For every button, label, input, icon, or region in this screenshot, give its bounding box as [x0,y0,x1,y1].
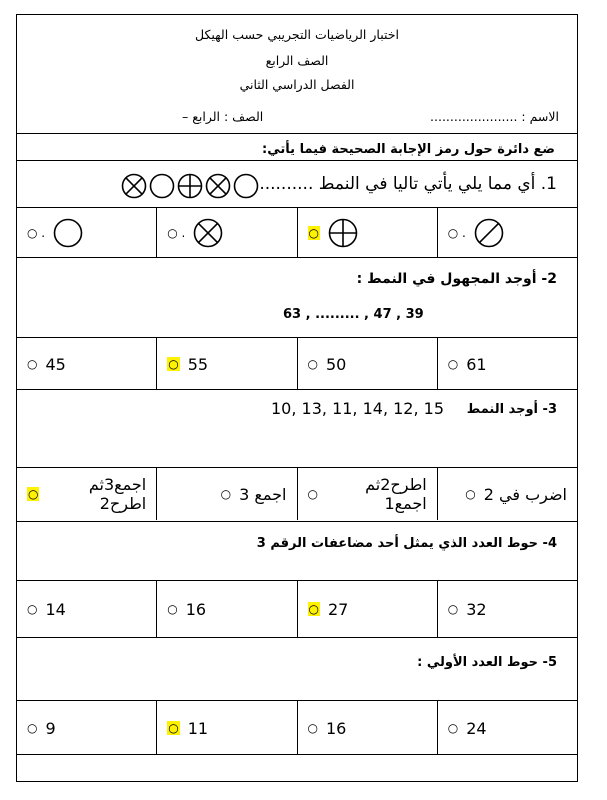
option-bullet[interactable]: ○ [27,721,38,735]
circle-icon [149,173,175,199]
question-2: 2- أوجد المجهول في النمط : [356,271,557,287]
exam-title: اختبار الرياضيات التجريبي حسب الهيكل [195,27,399,42]
q5-option[interactable] [17,701,156,755]
q4-option[interactable] [437,581,577,637]
q1-option[interactable] [17,208,156,258]
divider [17,389,577,390]
q4-option[interactable] [156,581,296,637]
q3-sequence: 10, 13, 11, 14, 12, 15 [271,399,445,418]
q3-option[interactable] [297,468,437,520]
instruction: ضع دائرة حول رمز الإجابة الصحيحة فيما يأتي: [262,142,555,157]
option-value: اجمع 3 [239,484,287,504]
q1-pattern [121,173,259,199]
option-bullet[interactable]: ○ [308,602,319,616]
option-value: 16 [185,599,207,619]
q3-option[interactable] [437,468,577,520]
divider [17,133,577,134]
divider [17,521,577,522]
circle-plus-icon [328,218,358,248]
q5-option[interactable] [156,701,296,755]
q2-option[interactable] [17,338,156,390]
q5-options [17,700,577,755]
option-value: 45 [45,354,66,374]
option-bullet[interactable]: ○ [220,487,232,501]
q2-options [17,337,577,390]
q3-options [17,467,577,520]
option-bullet[interactable]: ○ [28,487,39,501]
q3-option[interactable] [156,468,296,520]
q1-option[interactable] [156,208,296,258]
option-value: اطرح2ثم اجمع1 [365,475,427,513]
option-bullet[interactable]: ○ [307,357,318,371]
circle-icon [53,218,83,248]
q1-option[interactable] [437,208,577,258]
q5-option[interactable] [297,701,437,755]
q1-options [17,207,577,258]
q4-option[interactable] [297,581,437,637]
option-value: 32 [466,599,487,619]
option-value: اضرب في 2 [483,484,567,504]
option-bullet[interactable]: ○ [168,357,179,371]
option-bullet[interactable]: ○ [447,357,459,371]
semester-title: الفصل الدراسي الثاني [239,77,355,92]
option-bullet[interactable]: ○ [167,602,178,616]
option-value: 24 [466,718,487,738]
question-5: 5- حوط العدد الأولي : [417,655,557,670]
option-bullet[interactable]: ○ [168,721,179,735]
q1-option[interactable] [297,208,437,258]
circle-plus-icon [177,173,203,199]
divider [17,257,577,258]
option-bullet[interactable]: ○ [307,721,318,735]
option-bullet[interactable]: ○ . [167,226,186,240]
option-bullet[interactable]: ○ [307,487,318,501]
option-value: 61 [466,354,487,374]
circle-x-icon [193,218,223,248]
option-bullet[interactable]: ○ . [27,226,46,240]
exam-page [16,14,578,782]
q4-option[interactable] [17,581,156,637]
q4-options [17,580,577,637]
q2-option[interactable] [297,338,437,390]
option-value: 11 [187,718,209,738]
option-value: اجمع3ثم اطرح2 [88,475,147,513]
class-field: الصف : الرابع – [182,109,264,124]
q3-option[interactable] [17,468,156,520]
option-value: 14 [45,599,66,619]
option-value: 9 [45,718,56,738]
divider [17,754,577,755]
q2-sequence: 63 , ......... , 47 , 39 [283,307,424,322]
option-value: 16 [325,718,347,738]
question-4: 4- حوط العدد الذي يمثل أحد مضاعفات الرقم 3 [256,536,557,551]
circle-x-icon [121,173,147,199]
divider [17,160,577,161]
grade-title: الصف الرابع [265,53,329,68]
q2-option[interactable] [437,338,577,390]
option-bullet[interactable]: ○ [27,357,38,371]
q5-option[interactable] [437,701,577,755]
option-bullet[interactable]: ○ [465,487,476,501]
divider [17,637,577,638]
circle-icon [233,173,259,199]
question-3: 3- أوجد النمط [466,402,557,417]
option-bullet[interactable]: ○ [308,226,319,240]
option-bullet[interactable]: ○ [27,602,38,616]
question-1: 1. أي مما يلي يأتي تاليا في النمط .......... [259,174,557,194]
option-bullet[interactable]: ○ . [447,226,466,240]
q2-option[interactable] [156,338,296,390]
option-value: 50 [325,354,347,374]
circle-x-icon [205,173,231,199]
name-field[interactable]: الاسم : ...................... [430,109,559,124]
option-bullet[interactable]: ○ [447,602,459,616]
circle-slash-icon [474,218,504,248]
option-bullet[interactable]: ○ [447,721,459,735]
option-value: 27 [327,599,349,619]
option-value: 55 [187,354,209,374]
